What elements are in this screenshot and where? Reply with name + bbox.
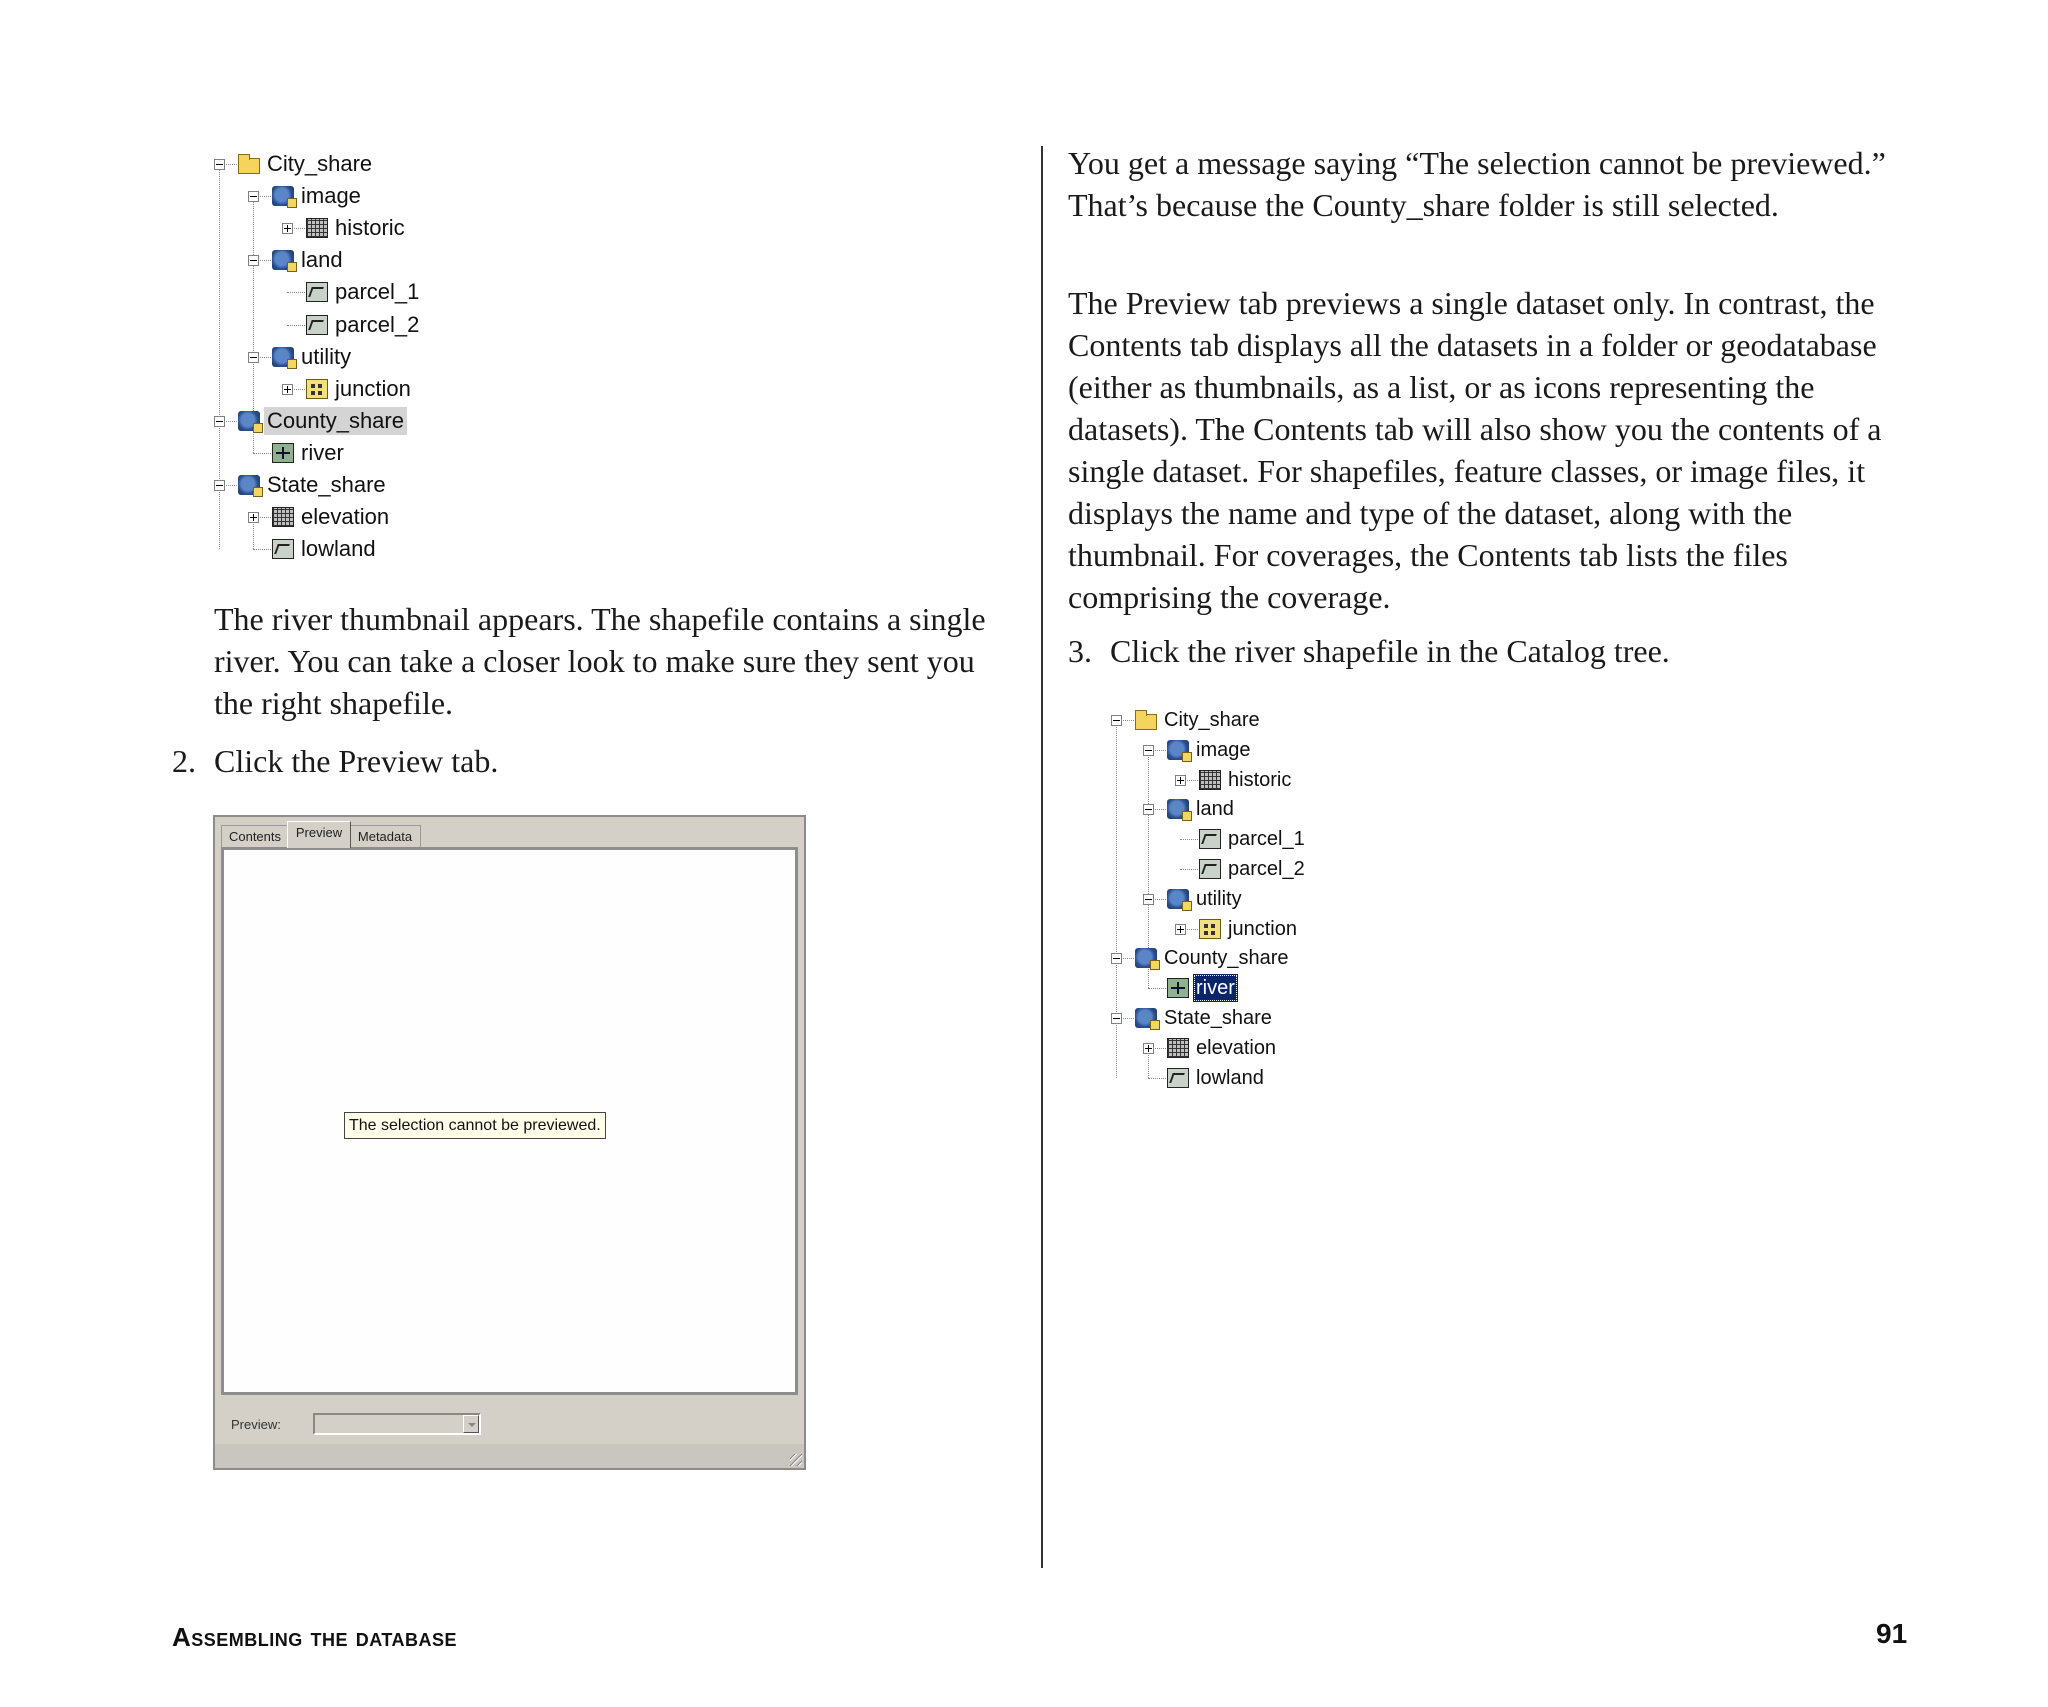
raster-icon (306, 218, 328, 238)
preview-type-dropdown[interactable] (313, 1413, 481, 1435)
preview-type-label: Preview: (231, 1417, 281, 1432)
geodatabase-icon (1167, 740, 1189, 760)
polygon-shapefile-icon (1199, 859, 1221, 879)
right-paragraph-2: The Preview tab previews a single dataset only. In contrast, the Contents tab displays all the datasets in a folder or geodatabase (either as thumbnails, as a list, or as icons representing the datasets). The Contents tab will also show you the contents of a single dataset. For shapefiles, feature classes, or image files, it displays the name and type of the dataset, along with the thumbnail. For coverages, the Contents tab lists the files comprising the coverage. (1068, 285, 1882, 615)
coverage-icon (1199, 919, 1221, 939)
tree-connector (1148, 1078, 1168, 1079)
geodatabase-icon (1135, 1008, 1157, 1028)
geodatabase-icon (238, 475, 260, 495)
page-number: 91 (1876, 1618, 1908, 1649)
expand-icon[interactable] (1175, 924, 1186, 935)
status-strip (215, 1444, 804, 1468)
preview-message: The selection cannot be previewed. (344, 1112, 606, 1139)
tree-item-label: river (301, 439, 344, 465)
tree-item-label: parcel_1 (1228, 828, 1305, 851)
step-text: Click the river shapefile in the Catalog tree. (1110, 633, 1670, 669)
line-shapefile-icon (272, 443, 294, 463)
tab-preview[interactable]: Preview (287, 821, 351, 848)
expand-icon[interactable] (1143, 1043, 1154, 1054)
polygon-shapefile-icon (272, 539, 294, 559)
tab-contents[interactable]: Contents (221, 825, 289, 847)
collapse-icon[interactable] (1143, 804, 1154, 815)
tree-item-label: elevation (1196, 1036, 1277, 1059)
geodatabase-icon (1167, 889, 1189, 909)
polygon-shapefile-icon (1199, 829, 1221, 849)
tree-item-label: land (301, 247, 343, 273)
tree-connector (287, 292, 307, 293)
tree-item-label: image (301, 183, 361, 209)
tree-connector (1148, 988, 1168, 989)
tree-item-label: junction (335, 375, 411, 401)
tree-item-label: lowland (1196, 1066, 1264, 1089)
running-footer-title: Assembling the database (172, 1622, 458, 1652)
tree-item-label: river (1193, 974, 1238, 1002)
line-shapefile-icon (1167, 978, 1189, 998)
tree-connector (1180, 869, 1200, 870)
tree-item-label: lowland (301, 536, 376, 562)
geodatabase-icon (272, 347, 294, 367)
raster-icon (1167, 1038, 1189, 1058)
tab-metadata[interactable]: Metadata (349, 825, 421, 847)
tree-item-label: City_share (267, 151, 373, 176)
tree-item-label: County_share (264, 407, 407, 435)
coverage-icon (306, 379, 328, 399)
tree-guide-line (219, 164, 220, 549)
expand-icon[interactable] (282, 384, 293, 395)
tree-item-label: elevation (301, 504, 390, 530)
step-2 (172, 740, 992, 782)
collapse-icon[interactable] (1111, 1013, 1122, 1024)
collapse-icon[interactable] (1111, 715, 1122, 726)
tree-item-label: State_share (1164, 1007, 1272, 1029)
folder-icon (1135, 714, 1157, 730)
tree-item-label: historic (1228, 768, 1292, 791)
tree-item-label: junction (1228, 917, 1297, 940)
tree-item-label: utility (301, 343, 352, 369)
geodatabase-icon (272, 250, 294, 270)
expand-icon[interactable] (1175, 775, 1186, 786)
left-paragraph: The river thumbnail appears. The shapefile contains a single river. You can take a closer look to make sure they sent you the right shapefile. (214, 601, 986, 721)
step-text: Click the Preview tab. (214, 743, 499, 779)
folder-icon (238, 158, 260, 174)
tree-connector (1180, 839, 1200, 840)
tree-item-label: State_share (267, 472, 386, 497)
collapse-icon[interactable] (248, 191, 259, 202)
step-number: 3. (1068, 633, 1092, 669)
collapse-icon[interactable] (1143, 745, 1154, 756)
collapse-icon[interactable] (1143, 894, 1154, 905)
collapse-icon[interactable] (214, 480, 225, 491)
step-3 (1068, 630, 1948, 672)
tree-item-label: image (1196, 738, 1251, 761)
polygon-shapefile-icon (1167, 1068, 1189, 1088)
tree-connector (253, 549, 273, 550)
expand-icon[interactable] (282, 223, 293, 234)
column-divider (1041, 146, 1043, 1568)
tree-item-label: utility (1196, 887, 1242, 910)
tree-connector (287, 325, 307, 326)
polygon-shapefile-icon (306, 282, 328, 302)
right-paragraph-1: You get a message saying “The selection cannot be previewed.” That’s because the County_share folder is still selected. (1068, 145, 1886, 223)
preview-bar (221, 1412, 798, 1438)
polygon-shapefile-icon (306, 315, 328, 335)
collapse-icon[interactable] (248, 352, 259, 363)
tree-item-label: land (1196, 798, 1234, 821)
collapse-icon[interactable] (214, 416, 225, 427)
tree-item-label: County_share (1164, 947, 1289, 970)
tree-item-label: historic (335, 215, 405, 241)
expand-icon[interactable] (248, 512, 259, 523)
collapse-icon[interactable] (248, 255, 259, 266)
catalog-preview-window (213, 815, 806, 1470)
collapse-icon[interactable] (1111, 953, 1122, 964)
chevron-down-icon[interactable] (463, 1415, 479, 1433)
geodatabase-icon (1167, 799, 1189, 819)
geodatabase-icon (1135, 948, 1157, 968)
collapse-icon[interactable] (214, 159, 225, 170)
step-number: 2. (172, 743, 196, 779)
resize-grip-icon[interactable] (790, 1454, 802, 1466)
tree-item-label: parcel_2 (1228, 858, 1305, 880)
tree-item-label: parcel_2 (335, 311, 420, 337)
raster-icon (272, 507, 294, 527)
geodatabase-icon (272, 186, 294, 206)
tree-item-label: parcel_1 (335, 279, 420, 305)
tree-connector (253, 453, 273, 454)
geodatabase-icon (238, 411, 260, 431)
tree-item-label: City_share (1164, 709, 1260, 731)
raster-icon (1199, 770, 1221, 790)
